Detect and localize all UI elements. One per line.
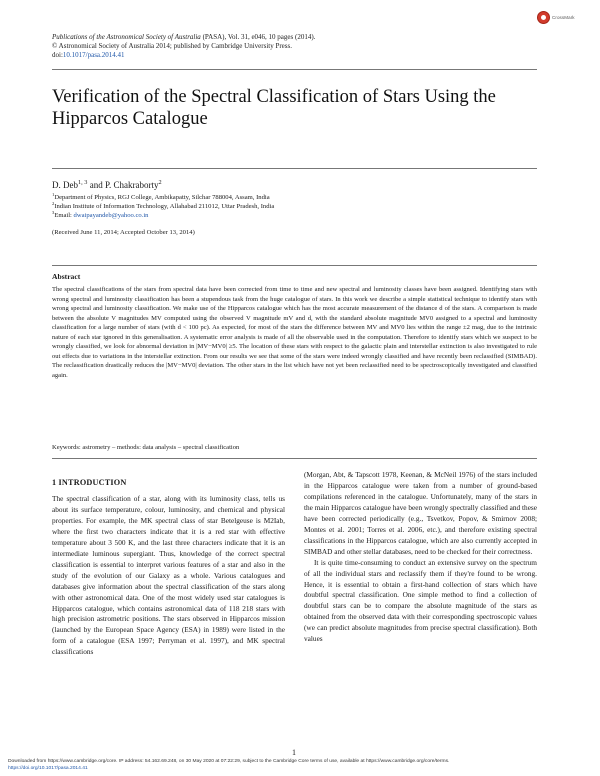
section-heading: 1 INTRODUCTION [52,478,127,487]
author-2-affil: 2 [158,179,162,186]
affiliation-2-text: Indian Institute of Information Technology, Allahabad 211012, Uttar Pradesh, India [54,203,275,210]
affiliations [52,193,532,220]
received-dates: (Received June 11, 2014; Accepted October 13, 2014) [52,229,195,236]
author-1: D. Deb [52,180,78,190]
column-right [304,470,537,645]
header-rule [52,69,537,70]
doi-line [52,51,522,60]
crossmark-button[interactable] [537,10,577,24]
footer-doi-link[interactable]: https://doi.org/10.1017/pasa.2014.41 [8,766,88,771]
journal-name: Publications of the Astronomical Society of Australia [52,33,201,41]
title-rule [52,168,537,169]
page-number: 1 [292,748,296,757]
affiliation-3 [52,211,532,220]
intro-paragraph-2: (Morgan, Abt, & Tapscott 1978, Keenan, & McNeil 1976) of the stars included in the Hipparcos catalogue were taken from a number of ground-based compilations referenced in the catalogue. Unfortunately, many of the stars in the main Hipparcos catalogue have been wrongly spectrally classified and these have been corrected periodically (e.g., Tsvetkov, Popov, & Smirnov 2008; Montes et al. 2001; Torres et al. 2006, etc.), and therefore existing spectral classifications in the Hipparcos catalogue, which are also currently accepted in SIMBAD and other stellar databases, need to be checked for their correctness. [304,470,538,556]
copyright-line: © Astronomical Society of Australia 2014; published by Cambridge University Press. [52,42,292,50]
affiliation-1 [52,193,532,202]
email-label: Email: [54,212,74,219]
paper-title: Verification of the Spectral Classification of Stars Using the Hipparcos Catalogue [52,87,496,129]
keywords: Keywords: astrometry – methods: data analysis – spectral classification [52,444,240,451]
download-footer [8,758,592,772]
abstract-text: The spectral classifications of the stars from spectral data have been corrected from time to time and new spectral and luminosity classes have been assigned. Identifying stars with wrong spectral and luminosity classification has been a stupendous task from the huge catalogue of stars. In this work we describe a simple statistical technique to identify stars with wrong spectral and luminosity classification. We make use of the Hipparcos catalogue which has the most accurate measurement of the distance d of the stars. A comparison is made between the absolute V magnitudes MV computed using the observed V magnitude mV and d, with the standard absolute magnitude MV0 assigned to a spectral and luminosity classification for a large number of stars (with d < 100 pc). As expected, for most of the stars the difference between MV and MV0 lies within the range ±2 mag, due to the intrinsic nature of each star ignored in this generalisation. A systematic error analysis is made of all the observable used in the computation. Therefore to identify stars which we suspect to be wrongly classified, we look for abnormal deviation in |MV−MV0| ≥5. The location of these stars with respect to the galactic plain and interstellar extinction is also investigated to rule out effects due to variations in the interstellar extinction. From our results we see that some of the stars were indeed wrongly classified and have recently been reclassified (SIMBAD). The reclassification drastically reduces the |MV−MV0| deviation. The other stars in the list which have not yet been reclassified need to be spectroscopically investigated and classified again. [52,286,537,379]
author-2: and P. Chakraborty [87,180,159,190]
citation-line [52,33,522,42]
author-1-affil: 1, 3 [78,179,88,186]
citation-details: (PASA), Vol. 31, e046, 10 pages (2014). [200,33,316,41]
column-left [52,494,285,658]
keywords-rule [52,458,537,459]
affiliation-1-num: 1 [52,191,55,197]
footer-line-1: Downloaded from https://www.cambridge.org/core. IP address: 54.162.69.248, on 30 May 2020 at 07:22:29, subject to the Cambridge Core terms of use, available at https://www.cambridge.org/core/terms. [8,759,450,764]
abstract-rule [52,265,537,266]
email-link[interactable]: dwaipayandeb@yahoo.co.in [73,212,149,219]
affiliation-1-text: Department of Physics, RGJ College, Ambikapatty, Silchar 788004, Assam, India [54,194,270,201]
doi-prefix: doi: [52,51,63,59]
author-list [52,180,532,191]
intro-paragraph-1: The spectral classification of a star, along with its luminosity class, tells us about its surface temperature, colour, luminosity, and chemical and physical properties. For example, the MK spectral class of star Betelgeuse is M2Iab, where the first two characters indicate that it is a red star with effective temperature about 3 500 K, and the last three characters indicate that it is an intermediate luminous supergiant. Thus, knowledge of the correct spectral classification is essential to interpret various features of a star and also in the study of the evolution of our Galaxy as a whole. Various catalogues and databases give information about the spectral classification of the stars along with other astronomical data. One of the most widely used star catalogues is Hipparcos catalogue, which contains astronomical data of 118 218 stars with high precision astrometric positions. The stars observed in Hipparcos mission (launched by the European Space Agency (ESA) in 1989) were listed in the form of a catalogue (ESA 1997; Perryman et al. 1997), and MK spectral classifications [52,494,285,657]
affiliation-2 [52,202,532,211]
abstract-heading: Abstract [52,272,81,281]
crossmark-icon [537,11,550,24]
crossmark-label: CrossMark [552,14,575,20]
affiliation-2-num: 2 [52,200,55,206]
affiliation-3-num: 3 [52,209,55,215]
doi-link[interactable]: 10.1017/pasa.2014.41 [62,51,125,59]
intro-paragraph-3: It is quite time-consuming to conduct an extensive survey on the spectrum of all the individual stars and reclassify them if they're found to be wrong. Hence, it is essential to obtain a first-hand collection of stars which have doubtful spectral classification. One simple method to find a collection of doubtful stars can be to compare the absolute magnitude of the stars as obtained from the observed data with their corresponding spectroscopic values (we can predict absolute magnitudes from precise spectral classification). Both values [304,557,537,644]
journal-header [52,33,522,60]
